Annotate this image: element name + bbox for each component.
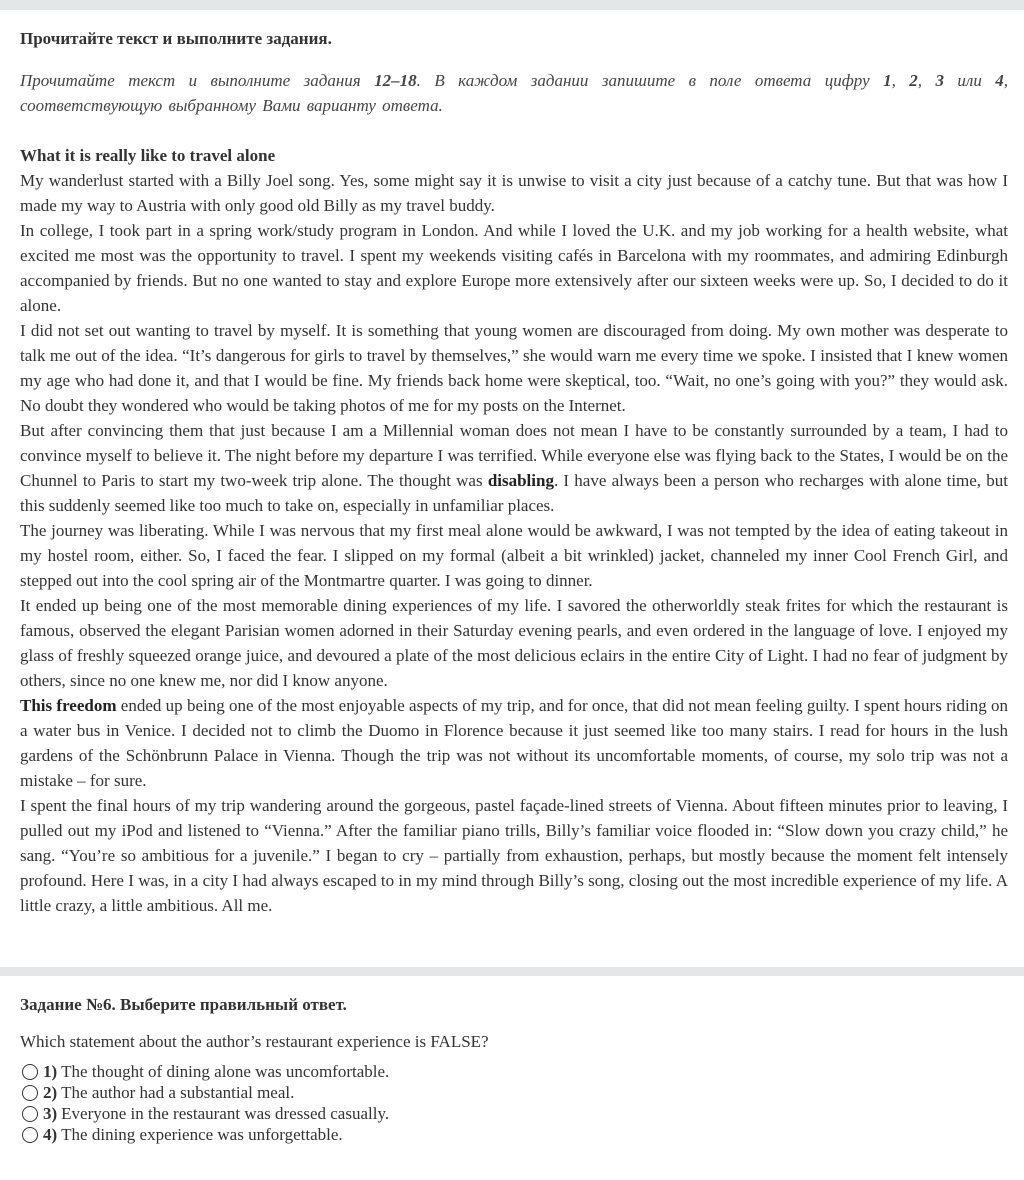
option-text: Everyone in the restaurant was dressed casually. xyxy=(61,1103,390,1123)
section-divider xyxy=(0,967,1024,976)
highlighted-word: disabling xyxy=(487,471,554,490)
radio-button[interactable] xyxy=(22,1106,38,1122)
article-paragraph: It ended up being one of the most memorable dining experiences of my life. I savored the otherworldly steak frites for which the restaurant is famous, observed the elegant Parisian women adorned in their Saturday evening pearls, and even ordered in the language of love. I enjoyed my glass of freshly squeezed orange juice, and devoured a plate of the most delicious eclairs in the entire City of Light. I had no fear of judgment by others, since no one knew me, nor did I know anyone. xyxy=(20,596,1008,690)
task-instruction: Прочитайте текст и выполните задания 12–18. В каждом задании запишите в поле ответа цифру 1, 2, 3 или 4, соответствующую выбранному Вами варианту ответа. xyxy=(20,71,1009,115)
article-paragraph: I spent the final hours of my trip wandering around the gorgeous, pastel façade-lined streets of Vienna. About fifteen minutes prior to leaving, I pulled out my iPod and listened to “Vienna.” After the familiar piano trills, Billy’s familiar voice flooded in: “Slow down you crazy child,” he sang. “You’re so ambitious for a juvenile.” I began to cry – partially from exhaustion, perhaps, but mostly because the moment felt intensely profound. Here I was, in a city I had always escaped to in my mind through Billy’s song, closing out the most incredible experience of my life. A little crazy, a little ambitious. All me. xyxy=(20,796,1008,915)
question-header: Задание №6. Выберите правильный ответ. xyxy=(20,995,347,1014)
article-paragraph: In college, I took part in a spring work/study program in London. And while I loved the U.K. and my job working for a health website, what excited me most was the opportunity to travel. I spent my weekends visiting cafés in Barcelona with my roommates, and admiring Edinburgh accompanied by friends. But no one wanted to stay and explore Europe more extensively after our sixteen weeks were up. So, I decided to do it alone. xyxy=(20,221,1008,315)
article-title: What it is really like to travel alone xyxy=(20,146,276,165)
article-paragraph: My wanderlust started with a Billy Joel song. Yes, some might say it is unwise to visit a city just because of a catchy tune. But that was how I made my way to Austria with only good old Billy as my travel buddy. xyxy=(20,171,1008,215)
question-block xyxy=(0,976,1024,1145)
option-number: 3) xyxy=(43,1103,58,1123)
answer-option-1[interactable] xyxy=(20,1061,1008,1082)
radio-button[interactable] xyxy=(22,1127,38,1143)
article-paragraph: I did not set out wanting to travel by myself. It is something that young women are discouraged from doing. My own mother was desperate to talk me out of the idea. “It’s dangerous for girls to travel by themselves,” she would warn me every time we spoke. I insisted that I knew women my age who had done it, and that I would be fine. My friends back home were skeptical, too. “Wait, no one’s going with you?” they would ask. No doubt they wondered who would be taking photos of me for my posts on the Internet. xyxy=(20,321,1008,415)
answer-option-2[interactable] xyxy=(20,1082,1008,1103)
highlighted-phrase: This freedom xyxy=(20,696,117,715)
article-paragraph: The journey was liberating. While I was nervous that my first meal alone would be awkward, I was not tempted by the idea of eating takeout in my hostel room, either. So, I faced the fear. I slipped on my formal (albeit a bit wrinkled) jacket, channeled my inner Cool French Girl, and stepped out into the cool spring air of the Montmartre quarter. I was going to dinner. xyxy=(20,521,1008,590)
task-header: Прочитайте текст и выполните задания. xyxy=(20,29,332,48)
article-paragraph: But after convincing them that just because I am a Millennial woman does not mean I have to be constantly surrounded by a team, I had to convince myself to believe it. The night before my departure I was terrified. While everyone else was flying back to the States, I would be on the Chunnel to Paris to start my two-week trip alone. The thought was disabling. I have always been a person who recharges with alone time, but this suddenly seemed like too much to take on, especially in unfamiliar places. xyxy=(20,421,1008,515)
option-text: The author had a substantial meal. xyxy=(61,1082,295,1102)
radio-button[interactable] xyxy=(22,1064,38,1080)
option-text: The thought of dining alone was uncomfortable. xyxy=(61,1061,390,1081)
reading-task xyxy=(0,10,1024,918)
option-number: 2) xyxy=(43,1082,58,1102)
option-number: 1) xyxy=(43,1061,58,1081)
option-text: The dining experience was unforgettable. xyxy=(61,1124,343,1144)
top-divider xyxy=(0,0,1024,10)
article-paragraph: This freedom ended up being one of the most enjoyable aspects of my trip, and for once, that did not mean feeling guilty. I spent hours riding on a water bus in Venice. I decided not to climb the Duomo in Florence because it just seemed like too many stairs. I read for hours in the lush gardens of the Schönbrunn Palace in Vienna. Though the trip was not without its uncomfortable moments, of course, my solo trip was not a mistake – for sure. xyxy=(20,696,1008,790)
answer-option-3[interactable] xyxy=(20,1103,1008,1124)
answer-option-4[interactable] xyxy=(20,1124,1008,1145)
question-text: Which statement about the author’s restaurant experience is FALSE? xyxy=(20,1032,489,1051)
radio-button[interactable] xyxy=(22,1085,38,1101)
option-number: 4) xyxy=(43,1124,58,1144)
